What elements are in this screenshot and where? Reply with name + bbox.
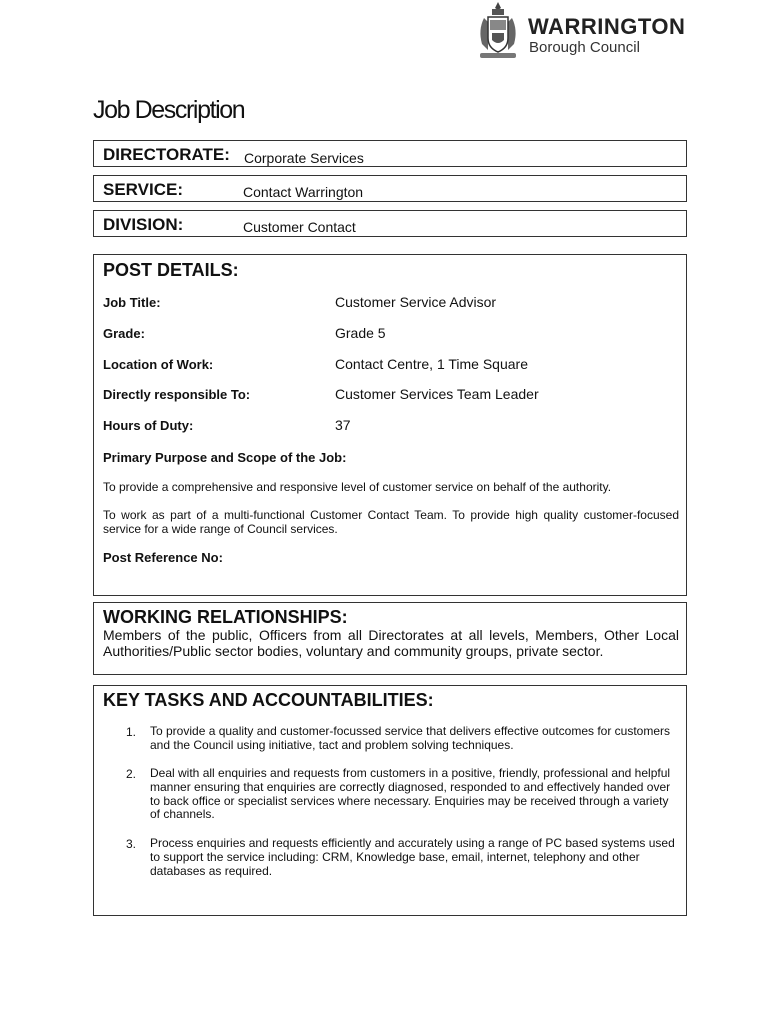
job-title-label: Job Title: bbox=[103, 295, 161, 310]
working-relationships-section bbox=[93, 602, 687, 675]
working-relationships-text: Members of the public, Officers from all Directorates at all levels, Members, Other Local Authorities/Public sector bodies, voluntary and community groups, private sector. bbox=[103, 627, 679, 659]
key-tasks-section bbox=[93, 685, 687, 916]
directorate-value: Corporate Services bbox=[244, 150, 364, 166]
task-text: Deal with all enquiries and requests from customers in a positive, friendly, professional and helpful manner ensuring that enquiries are correctly diagnosed, responded to and effectively handed over to back office or specialist services where necessary. Enquiries may be received through a variety of channels. bbox=[150, 766, 671, 822]
service-label: SERVICE: bbox=[103, 180, 183, 199]
responsible-to-label: Directly responsible To: bbox=[103, 387, 251, 402]
hours-label: Hours of Duty: bbox=[103, 418, 194, 433]
task-text: To provide a quality and customer-focussed service that delivers effective outcomes for customers and the Council using initiative, tact and problem solving techniques. bbox=[150, 724, 671, 752]
post-details-heading: POST DETAILS: bbox=[103, 260, 239, 280]
task-text: Process enquiries and requests efficiently and accurately using a range of PC based systems used to support the service including: CRM, Knowledge base, email, internet, telephony and other databases as required. bbox=[150, 836, 675, 878]
task-number: 1. bbox=[126, 725, 137, 739]
hours-value: 37 bbox=[335, 417, 351, 433]
service-value: Contact Warrington bbox=[243, 184, 364, 200]
responsible-to-value: Customer Services Team Leader bbox=[335, 386, 539, 402]
org-name: WARRINGTON bbox=[528, 14, 686, 39]
task-number: 2. bbox=[126, 767, 137, 781]
council-logo bbox=[474, 0, 694, 62]
grade-label: Grade: bbox=[103, 326, 145, 341]
key-tasks-heading: KEY TASKS AND ACCOUNTABILITIES: bbox=[103, 690, 434, 710]
location-label: Location of Work: bbox=[103, 357, 214, 372]
purpose-heading: Primary Purpose and Scope of the Job: bbox=[103, 450, 347, 465]
task-number: 3. bbox=[126, 837, 137, 851]
grade-value: Grade 5 bbox=[335, 325, 386, 341]
directorate-box bbox=[93, 140, 687, 167]
division-box bbox=[93, 210, 687, 237]
org-subtitle: Borough Council bbox=[529, 39, 640, 56]
post-reference-label: Post Reference No: bbox=[103, 550, 223, 565]
page-title: Job Description bbox=[93, 96, 245, 124]
division-label: DIVISION: bbox=[103, 215, 184, 234]
job-title-value: Customer Service Advisor bbox=[335, 294, 497, 310]
post-details-section bbox=[93, 254, 687, 596]
location-value: Contact Centre, 1 Time Square bbox=[335, 356, 528, 372]
directorate-label: DIRECTORATE: bbox=[103, 145, 230, 164]
division-value: Customer Contact bbox=[243, 219, 356, 235]
purpose-paragraph-1: To provide a comprehensive and responsive level of customer service on behalf of the authority. bbox=[103, 480, 612, 494]
purpose-paragraph-2: To work as part of a multi-functional Customer Contact Team. To provide high quality customer-focused service for a wide range of Council services. bbox=[103, 508, 679, 536]
coat-of-arms-icon bbox=[474, 0, 522, 60]
service-box bbox=[93, 175, 687, 202]
working-relationships-heading: WORKING RELATIONSHIPS: bbox=[103, 607, 348, 627]
